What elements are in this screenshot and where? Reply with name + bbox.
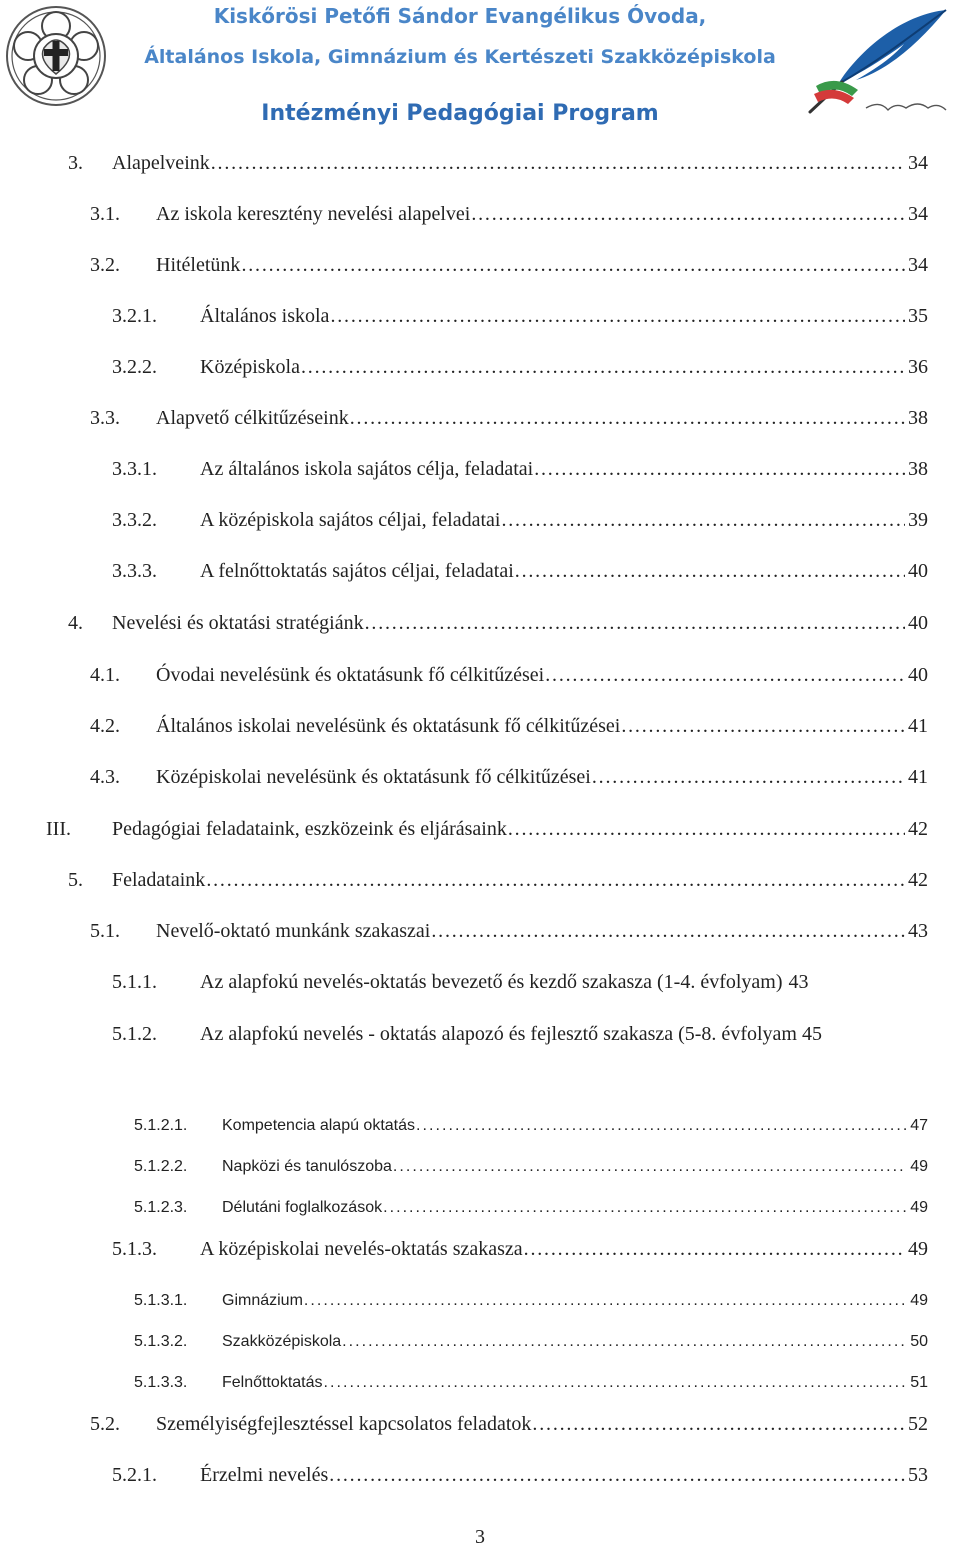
toc-entry-page: 40 [908, 612, 928, 634]
toc-entry-number: 5.1.2.2. [134, 1158, 188, 1175]
toc-entry[interactable] [0, 1154, 960, 1184]
toc-entry-number: 3.2. [90, 254, 120, 276]
toc-entry-title: Feladataink [112, 869, 206, 891]
toc-entry-number: 5.1.1. [112, 971, 157, 993]
toc-entry[interactable] [0, 301, 960, 331]
toc-entry[interactable] [0, 916, 960, 946]
dot-leader [211, 148, 905, 178]
toc-entry-number: 3.2.2. [112, 356, 157, 378]
toc-entry-title: Pedagógiai feladataink, eszközeink és eljárásaink [112, 818, 507, 840]
toc-entry[interactable] [0, 352, 960, 382]
dot-leader [532, 1409, 905, 1439]
dot-leader [329, 1460, 905, 1490]
toc-entry-number: 4.2. [90, 715, 120, 737]
toc-entry-title: A felnőttoktatás sajátos céljai, feladatai [200, 560, 514, 582]
school-name-line1: Kiskőrösi Petőfi Sándor Evangélikus Óvoda, [213, 4, 707, 28]
toc-entry[interactable] [0, 1329, 960, 1359]
toc-entry-number: 5.1.2.1. [134, 1117, 188, 1134]
dot-leader [545, 660, 905, 690]
toc-entry[interactable] [0, 1288, 960, 1318]
toc-entry-title: Középiskolai nevelésünk és oktatásunk fő célkitűzései [156, 766, 591, 788]
toc-entry-page: 43 [908, 920, 928, 942]
toc-entry-title: Hitéletünk [156, 254, 241, 276]
toc-entry-number: 5.1.2. [112, 1023, 157, 1045]
page-number: 3 [475, 1526, 485, 1548]
toc-entry-page: 40 [908, 560, 928, 582]
toc-entry-title: Délutáni foglalkozások [222, 1199, 383, 1216]
toc-entry-page: 41 [908, 766, 928, 788]
toc-entry-title: Alapvető célkitűzéseink [156, 407, 349, 429]
toc-entry[interactable] [0, 148, 960, 178]
toc-entry-page: 42 [908, 869, 928, 891]
toc-entry-page: 51 [910, 1374, 928, 1391]
toc-entry-page: 38 [908, 407, 928, 429]
toc-entry-page: 34 [908, 254, 928, 276]
toc-entry-title: Nevelő-oktató munkánk szakaszai [156, 920, 431, 942]
church-emblem-icon [4, 4, 108, 108]
toc-entry-number: 5.1.3. [112, 1238, 157, 1260]
toc-entry-title: Napközi és tanulószoba [222, 1158, 392, 1175]
toc-entry-number: 5.1.3.1. [134, 1292, 188, 1309]
dot-leader [383, 1195, 907, 1221]
toc-entry-title: Óvodai nevelésünk és oktatásunk fő célkitűzései [156, 664, 545, 686]
toc-entry-number: 5.2. [90, 1413, 120, 1435]
toc-entry[interactable] [0, 1409, 960, 1439]
toc-entry-number: 5.1. [90, 920, 120, 942]
toc-entry-page: 35 [908, 305, 928, 327]
toc-entry[interactable] [0, 556, 960, 586]
dot-leader [350, 403, 905, 433]
toc-entry-title: Alapelveink [112, 152, 210, 174]
dot-leader [534, 454, 905, 484]
dot-leader [241, 250, 905, 280]
document-title: Intézményi Pedagógiai Program [261, 101, 659, 126]
toc-entry-number: 4. [68, 612, 83, 634]
toc-entry-number: 5.1.2.3. [134, 1199, 188, 1216]
toc-entry[interactable] [0, 1460, 960, 1490]
quill-pen-icon [796, 4, 956, 126]
toc-entry[interactable] [0, 403, 960, 433]
toc-entry[interactable] [0, 865, 960, 895]
toc-entry-page: 40 [908, 664, 928, 686]
dot-leader [431, 916, 905, 946]
toc-entry-page: 42 [908, 818, 928, 840]
toc-entry[interactable] [0, 660, 960, 690]
toc-entry-title: Gimnázium [222, 1292, 303, 1309]
toc-entry-title: Szakközépiskola [222, 1333, 342, 1350]
toc-entry-page: 36 [908, 356, 928, 378]
toc-entry[interactable] [0, 814, 960, 844]
toc-entry-number: 5.1.3.3. [134, 1374, 188, 1391]
dot-leader [304, 1288, 907, 1314]
dot-leader [471, 199, 905, 229]
toc-entry-page: 41 [908, 715, 928, 737]
toc-entry-page: 49 [910, 1158, 928, 1175]
toc-entry-title: Középiskola [200, 356, 300, 378]
toc-entry-number: 5. [68, 869, 83, 891]
toc-entry[interactable] [0, 1113, 960, 1143]
toc-entry[interactable] [0, 967, 960, 997]
toc-entry-number: 3.3. [90, 407, 120, 429]
toc-entry-page: 53 [908, 1464, 928, 1486]
toc-entry-page: 38 [908, 458, 928, 480]
toc-entry-title: Érzelmi nevelés [200, 1464, 329, 1486]
toc-entry-title: Felnőttoktatás [222, 1374, 323, 1391]
toc-entry[interactable] [0, 711, 960, 741]
toc-entry[interactable] [0, 454, 960, 484]
school-name-line2: Általános Iskola, Gimnázium és Kertészeti Szakközépiskola [144, 46, 776, 68]
toc-entry-page: 50 [910, 1333, 928, 1350]
toc-entry[interactable] [0, 608, 960, 638]
toc-entry-title: Általános iskola [200, 305, 330, 327]
toc-entry-number: 3.3.2. [112, 509, 157, 531]
dot-leader [330, 301, 905, 331]
toc-entry-number: 4.1. [90, 664, 120, 686]
toc-entry-page: 34 [908, 203, 928, 225]
toc-entry-page: 49 [910, 1292, 928, 1309]
dot-leader [592, 762, 905, 792]
dot-leader [342, 1329, 907, 1355]
toc-entry-title: Az alapfokú nevelés-oktatás bevezető és kezdő szakasza (1-4. évfolyam) [200, 971, 783, 993]
dot-leader [393, 1154, 907, 1180]
dot-leader [365, 608, 905, 638]
toc-entry-title: Az iskola keresztény nevelési alapelvei [156, 203, 471, 225]
page-header [0, 0, 960, 140]
toc-entry-number: 3.1. [90, 203, 120, 225]
toc-entry-title: Az alapfokú nevelés - oktatás alapozó és fejlesztő szakasza (5-8. évfolyam 45 [200, 1023, 822, 1045]
toc-entry-page: 49 [910, 1199, 928, 1216]
toc-entry-page: 47 [910, 1117, 928, 1134]
toc-entry-number: 3.2.1. [112, 305, 157, 327]
toc-entry-title: A középiskola sajátos céljai, feladatai [200, 509, 501, 531]
dot-leader [501, 505, 905, 535]
dot-leader [324, 1370, 908, 1396]
toc-entry-page: 43 [788, 971, 809, 993]
dot-leader [508, 814, 905, 844]
toc-entry-number: 3. [68, 152, 83, 174]
toc-entry-number: 4.3. [90, 766, 120, 788]
toc-entry-number: 3.3.3. [112, 560, 157, 582]
toc-entry[interactable] [0, 250, 960, 280]
toc-entry-number: 5.1.3.2. [134, 1333, 188, 1350]
toc-entry[interactable] [0, 1013, 960, 1097]
toc-entry-title: Nevelési és oktatási stratégiánk [112, 612, 364, 634]
toc-entry[interactable] [0, 505, 960, 535]
toc-entry[interactable] [0, 199, 960, 229]
dot-leader [515, 556, 905, 586]
toc-entry-page: 39 [908, 509, 928, 531]
dot-leader [524, 1234, 905, 1264]
toc-entry[interactable] [0, 1370, 960, 1400]
dot-leader [301, 352, 905, 382]
toc-entry[interactable] [0, 762, 960, 792]
toc-entry-page: 52 [908, 1413, 928, 1435]
toc-entry-title: A középiskolai nevelés-oktatás szakasza [200, 1238, 523, 1260]
toc-entry-title: Személyiségfejlesztéssel kapcsolatos feladatok [156, 1413, 532, 1435]
toc-entry-number: 5.2.1. [112, 1464, 157, 1486]
dot-leader [206, 865, 905, 895]
toc-entry-title: Az általános iskola sajátos célja, feladatai [200, 458, 534, 480]
toc-entry-page: 49 [908, 1238, 928, 1260]
toc-entry[interactable] [0, 1195, 960, 1225]
dot-leader [621, 711, 905, 741]
dot-leader [416, 1113, 907, 1139]
toc-entry[interactable] [0, 1234, 960, 1264]
toc-entry-number: III. [46, 818, 71, 840]
toc-entry-title: Általános iskolai nevelésünk és oktatásunk fő célkitűzései [156, 715, 621, 737]
toc-entry-number: 3.3.1. [112, 458, 157, 480]
toc-entry-title: Kompetencia alapú oktatás [222, 1117, 416, 1134]
toc-entry-page: 34 [908, 152, 928, 174]
